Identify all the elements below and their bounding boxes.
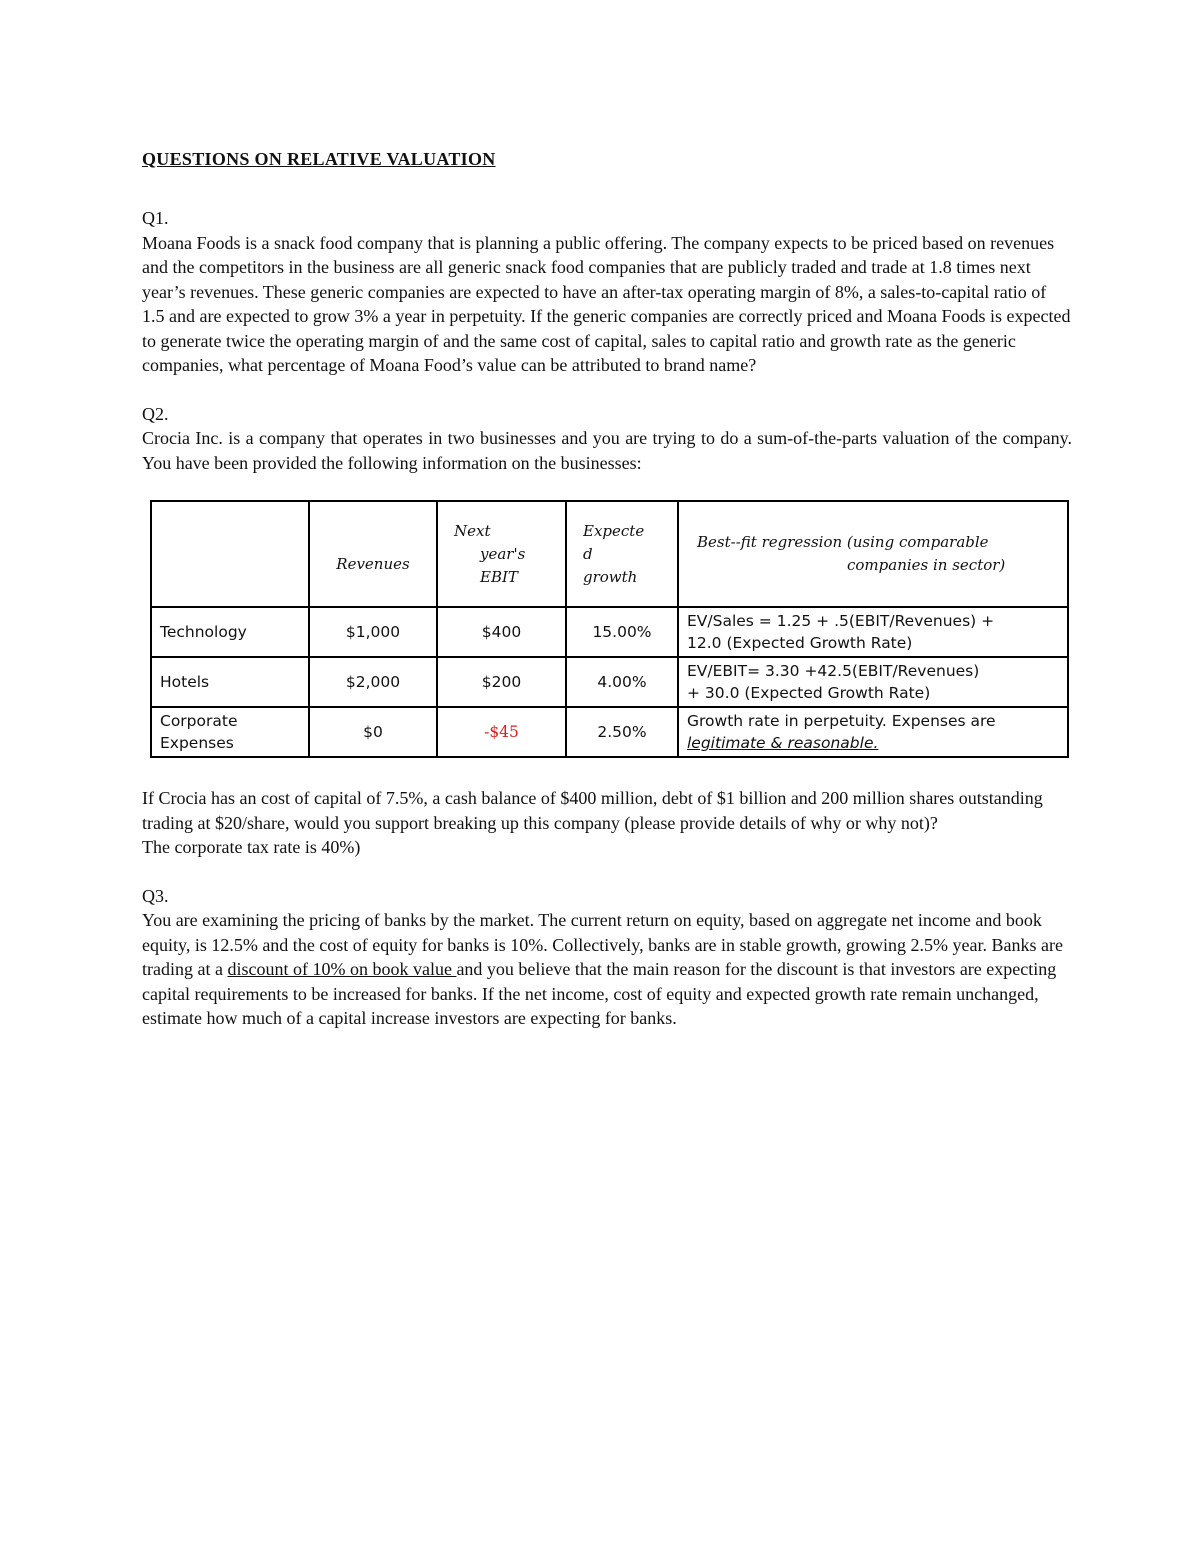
table-row [151, 607, 1068, 657]
row-revenues: $2,000 [309, 657, 437, 707]
row-regression-line2: + 30.0 (Expected Growth Rate) [687, 684, 931, 702]
q2-tax-note: The corporate tax rate is 40%) [142, 837, 361, 857]
header-ebit [437, 501, 566, 607]
header-regression-line1: Best--fit regression (using comparable [697, 533, 989, 551]
row-business [151, 707, 309, 757]
row-regression-line2: legitimate & reasonable. [687, 734, 879, 752]
table-row [151, 657, 1068, 707]
document-title: QUESTIONS ON RELATIVE VALUATION [142, 149, 496, 169]
row-business: Technology [151, 607, 309, 657]
header-growth [566, 501, 678, 607]
row-growth: 2.50% [566, 707, 678, 757]
row-growth: 15.00% [566, 607, 678, 657]
q3-text-part2: and you believe that the main reason for the discount is that investors are expecting capital requirements to be increased for banks. If the net income, cost of equity and expected growth rate remain unchanged, estimate how much of a capital increase investors are expecting for banks. [142, 959, 1057, 1028]
header-blank [151, 501, 309, 607]
header-revenues-label: Revenues [336, 554, 410, 573]
table-row [151, 707, 1068, 757]
header-ebit-line2: year's [480, 544, 526, 563]
row-business-line1: Corporate [160, 712, 238, 730]
row-regression-line2: 12.0 (Expected Growth Rate) [687, 634, 913, 652]
business-table [150, 500, 1069, 758]
q3-text-underlined: discount of 10% on book value [227, 959, 457, 979]
header-ebit-line1: Next [454, 521, 491, 540]
row-regression [678, 607, 1068, 657]
header-regression-line2: companies in sector) [847, 556, 1006, 574]
row-regression-line1: EV/Sales = 1.25 + .5(EBIT/Revenues) + [687, 612, 995, 630]
header-growth-line2: d [583, 544, 593, 563]
q3-text [142, 908, 1072, 1031]
document-page [142, 146, 1072, 1031]
row-regression-line1: Growth rate in perpetuity. Expenses are [687, 712, 996, 730]
row-regression-line1: EV/EBIT= 3.30 +42.5(EBIT/Revenues) [687, 662, 980, 680]
q3-label: Q3. [142, 885, 169, 906]
header-growth-line3: growth [583, 567, 638, 586]
header-regression [678, 501, 1068, 607]
header-revenues [309, 501, 437, 607]
row-revenues: $1,000 [309, 607, 437, 657]
header-growth-line1: Expecte [583, 521, 645, 540]
q2-label: Q2. [142, 403, 169, 424]
q1-text: Moana Foods is a snack food company that is planning a public offering. The company expects to be priced based on revenues and the competitors in the business are all generic snack food companies that are publicly traded and trade at 1.8 times next year’s revenues. These generic companies are expected to have an after-tax operating margin of 8%, a sales-to-capital ratio of 1.5 and are expected to grow 3% a year in perpetuity. If the generic companies are correctly priced and Moana Foods is expected to generate twice the operating margin of and the same cost of capital, sales to capital ratio and growth rate as the generic companies, what percentage of Moana Food’s value can be attributed to brand name? [142, 232, 1071, 375]
row-business: Hotels [151, 657, 309, 707]
row-regression [678, 707, 1068, 757]
q2-question: If Crocia has an cost of capital of 7.5%, a cash balance of $400 million, debt of $1 billion and 200 million shares outstanding trading at $20/share, would you support breaking up this company (please provide details of why or why not)? [142, 788, 1043, 833]
row-ebit: $200 [437, 657, 566, 707]
row-revenues: $0 [309, 707, 437, 757]
table-header-row [151, 501, 1068, 607]
row-growth: 4.00% [566, 657, 678, 707]
row-regression [678, 657, 1068, 707]
row-ebit: $400 [437, 607, 566, 657]
header-ebit-line3: EBIT [480, 567, 518, 586]
q1-label: Q1. [142, 208, 169, 228]
q3-text-part1: You are examining the pricing of banks by the market. The current return on equity, based on aggregate net income and book equity, is 12.5% and the cost of equity for banks is 10%. Collectively, banks are in stable growth, growing 2.5% year. Banks are trading at a [142, 910, 1063, 979]
row-ebit: -$45 [437, 707, 566, 757]
q2-intro: Crocia Inc. is a company that operates in two businesses and you are trying to do a sum-of-the-parts valuation of the company. You have been provided the following information on the businesses: [142, 428, 1072, 473]
row-business-line2: Expenses [160, 734, 234, 752]
